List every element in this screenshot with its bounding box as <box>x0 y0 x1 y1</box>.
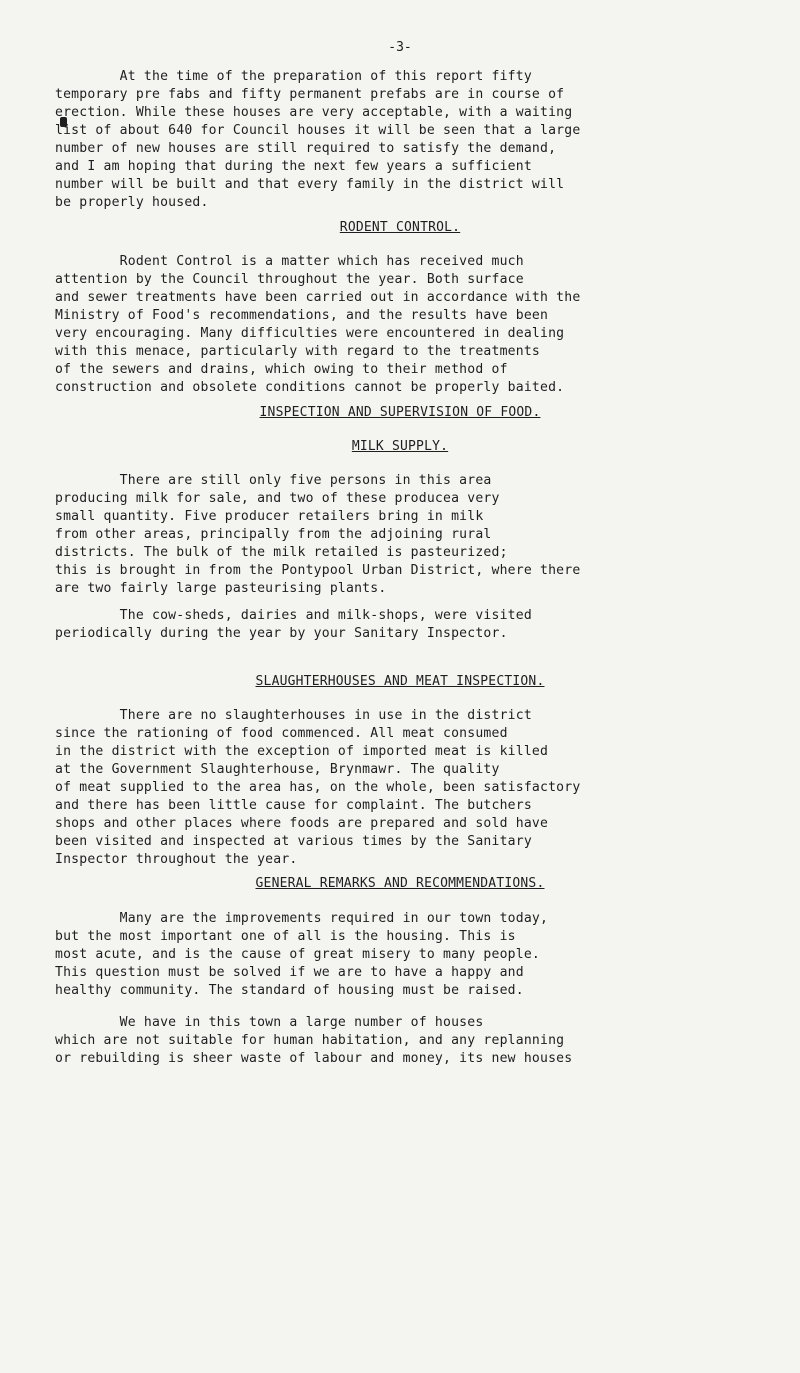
slaughterhouses-paragraph: There are no slaughterhouses in use in the district since the rationing of food commenced. All meat consumed in the district with the exception of imported meat is killed at the Government Slaughterhouse, Brynmawr. The quality of meat supplied to the area has, on the whole, been satisfactory and there has been little cause for complaint. The butchers shops and other places where foods are prepared and sold have been visited and inspected at various times by the Sanitary Inspector throughout the year. <box>55 708 581 867</box>
housing-paragraph: At the time of the preparation of this report fifty temporary pre fabs and fifty permanent prefabs are in course of erection. While these houses are very acceptable, with a waiting list of about 640 for Council houses it will be seen that a large number of new houses are still required to satisfy the demand, and I am hoping that during the next few years a sufficient number will be built and that every family in the district will be properly housed. <box>55 69 581 210</box>
page-number: -3- <box>388 40 412 55</box>
general-remarks-heading: GENERAL REMARKS AND RECOMMENDATIONS. <box>255 876 545 891</box>
milk-supply-heading: MILK SUPPLY. <box>351 439 449 454</box>
slaughterhouses-heading: SLAUGHTERHOUSES AND MEAT INSPECTION. <box>255 674 545 689</box>
general-remarks-paragraph-2: We have in this town a large number of houses which are not suitable for human habitation, and any replanning or rebuilding is sheer waste of labour and money, its new houses <box>55 1015 573 1066</box>
milk-supply-paragraph-2: The cow-sheds, dairies and milk-shops, were visited periodically during the year by your Sanitary Inspector. <box>55 608 532 641</box>
food-inspection-heading: INSPECTION AND SUPERVISION OF FOOD. <box>259 405 541 420</box>
rodent-control-heading: RODENT CONTROL. <box>339 220 461 235</box>
rodent-control-paragraph: Rodent Control is a matter which has received much attention by the Council throughout the year. Both surface and sewer treatments have been carried out in accordance with the Ministry of Food's recommendations, and the results have been very encouraging. Many difficulties were encountered in dealing with this menace, particularly with regard to the treatments of the sewers and drains, which owing to their method of construction and obsolete conditions cannot be properly baited. <box>55 254 581 395</box>
general-remarks-paragraph-1: Many are the improvements required in our town today, but the most important one of all is the housing. This is most acute, and is the cause of great misery to many people. This question must be solved if we are to have a happy and healthy community. The standard of housing must be raised. <box>55 911 549 998</box>
milk-supply-paragraph-1: There are still only five persons in this area producing milk for sale, and two of these producea very small quantity. Five producer retailers bring in milk from other areas, principally from the adjoining rural districts. The bulk of the milk retailed is pasteurized; this is brought in from the Pontypool Urban District, where there are two fairly large pasteurising plants. <box>55 473 581 596</box>
